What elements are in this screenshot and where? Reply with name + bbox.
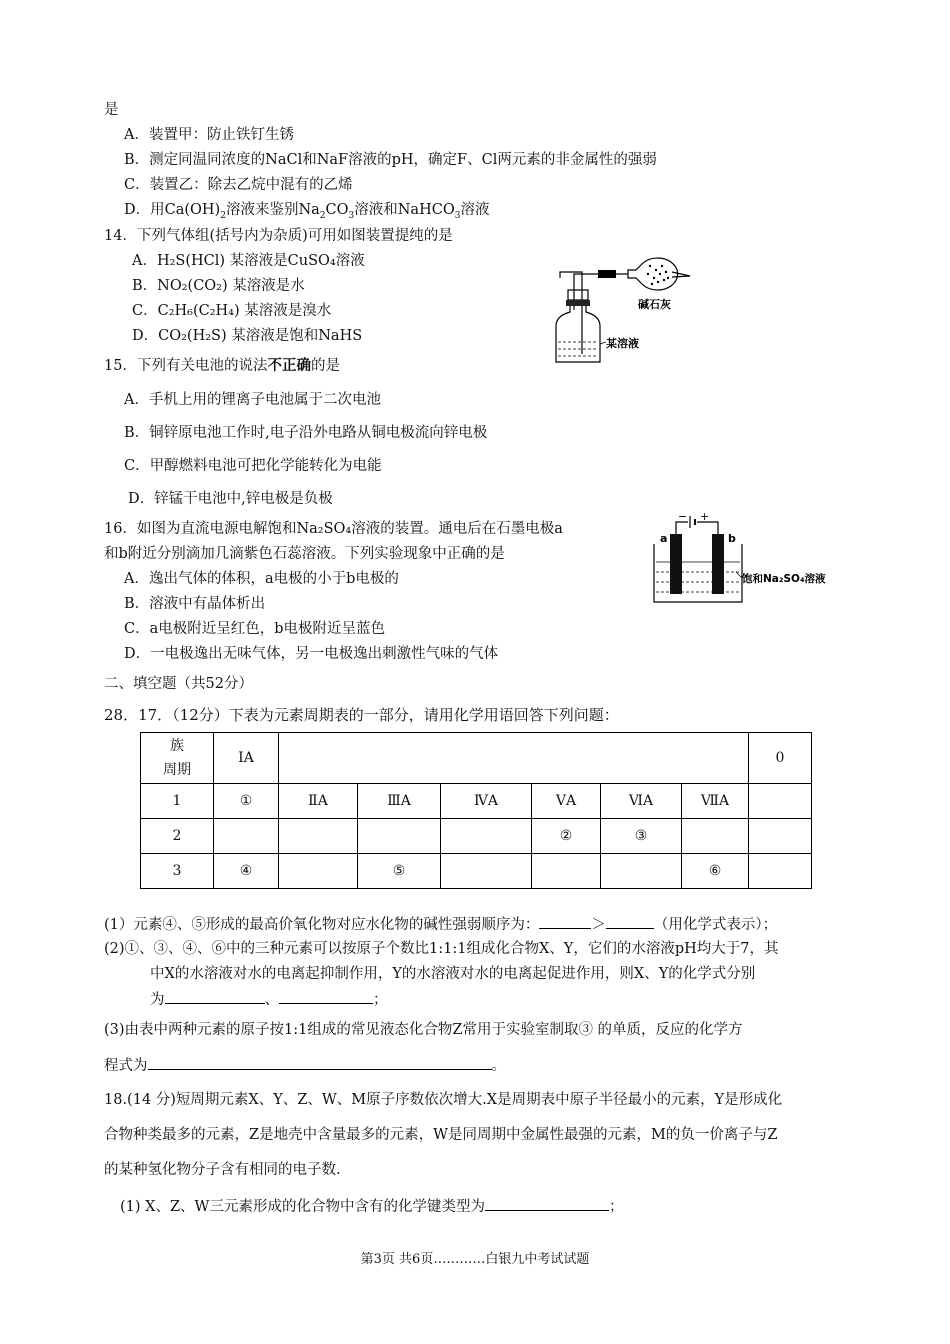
table-cell: ① — [214, 784, 279, 819]
q14-option-d: D．CO₂(H₂S) 某溶液是饱和NaHS — [132, 328, 363, 344]
table-cell: ③ — [601, 819, 682, 854]
answer-blank[interactable] — [539, 914, 591, 929]
q16-electrolysis-figure — [648, 512, 848, 606]
q17-part3-line1: (3)由表中两种元素的原子按1:1组成的常见液态化合物Z常用于实验室制取③ 的单质，反应的化学方 — [104, 1022, 743, 1038]
table-cell: ② — [532, 819, 601, 854]
answer-blank-y[interactable] — [279, 989, 373, 1004]
q16-fig-plus: + — [700, 512, 710, 523]
q16-stem-line1: 16．如图为直流电源电解饱和Na₂SO₄溶液的装置。通电后在石墨电极a — [104, 521, 563, 537]
table-cell: ④ — [214, 854, 279, 889]
q15-stem: 15．下列有关电池的说法不正确的是 — [104, 357, 340, 374]
q16-fig-electrode-a: a — [660, 532, 668, 545]
q14-option-b: B．NO₂(CO₂) 某溶液是水 — [132, 278, 305, 294]
group-label: ⅣA — [441, 784, 532, 819]
q17-part2-line3: 为 、 ； — [150, 989, 388, 1010]
answer-blank-x[interactable] — [165, 989, 265, 1004]
q14-apparatus-figure — [550, 250, 700, 368]
q16-fig-electrode-b: b — [728, 532, 736, 545]
q14-option-a: A．H₂S(HCl) 某溶液是CuSO₄溶液 — [132, 253, 365, 269]
section-2-heading: 二、填空题（共52分） — [104, 676, 253, 692]
table-cell: ⑤ — [358, 854, 441, 889]
q18-line3: 的某种氢化物分子含有相同的电子数. — [104, 1162, 341, 1178]
q15-option-b: B．铜锌原电池工作时,电子沿外电路从铜电极流向锌电极 — [124, 425, 488, 441]
q13-option-b: B．测定同温同浓度的NaCl和NaF溶液的pH，确定F、Cl两元素的非金属性的强弱 — [124, 152, 657, 168]
period-cell: 2 — [141, 819, 214, 854]
table-cell — [749, 819, 812, 854]
q16-option-c: C．a电极附近呈红色，b电极附近呈蓝色 — [124, 621, 386, 637]
table-cell — [441, 819, 532, 854]
table-cell — [601, 854, 682, 889]
q16-fig-minus: − — [678, 512, 688, 523]
q17-part3-line2: 程式为 。 — [104, 1055, 506, 1076]
table-cell — [682, 819, 749, 854]
q14-option-c: C．C₂H₆(C₂H₄) 某溶液是溴水 — [132, 303, 332, 319]
q18-part1: (1) X、Z、W三元素形成的化合物中含有的化学键类型为 ； — [120, 1196, 623, 1217]
table-cell — [532, 854, 601, 889]
header-group-0: 0 — [749, 733, 812, 784]
q14-stem: 14．下列气体组(括号内为杂质)可用如图装置提纯的是 — [104, 228, 453, 244]
q18-line2: 合物种类最多的元素，Z是地壳中含量最多的元素，W是同周期中金属性最强的元素，M的负一价离子与Z — [104, 1127, 778, 1143]
q13-option-c: C．装置乙：除去乙烷中混有的乙烯 — [124, 177, 353, 193]
group-label: ⅤA — [532, 784, 601, 819]
q17-part2-line1: (2)①、③、④、⑥中的三种元素可以按原子个数比1:1:1组成化合物X、Y，它们的水溶液pH均大于7，其 — [104, 941, 779, 957]
table-cell — [749, 784, 812, 819]
q13-stem-tail: 是 — [104, 102, 119, 118]
q16-option-a: A．逸出气体的体积，a电极的小于b电极的 — [124, 571, 399, 587]
table-cell — [749, 854, 812, 889]
q15-option-c: C．甲醇燃料电池可把化学能转化为电能 — [124, 458, 382, 474]
table-header-corner — [141, 733, 214, 784]
header-group-IA: ⅠA — [214, 733, 279, 784]
period-cell: 1 — [141, 784, 214, 819]
q16-fig-label: 饱和Na₂SO₄溶液 — [742, 573, 826, 585]
q15-option-a: A．手机上用的锂离子电池属于二次电池 — [124, 392, 381, 408]
q18-line1: 18.(14 分)短周期元素X、Y、Z、W、M原子序数依次增大.X是周期表中原子半径最小的元素，Y是形成化 — [104, 1092, 783, 1108]
table-cell — [279, 819, 358, 854]
q16-option-b: B．溶液中有晶体析出 — [124, 596, 266, 612]
table-cell — [441, 854, 532, 889]
page-footer: 第3页 共6页…………白银九中考试试题 — [360, 1252, 590, 1267]
header-group-label: 族 — [170, 738, 184, 754]
q14-fig-label-solution: 某溶液 — [606, 337, 639, 350]
answer-blank-equation[interactable] — [148, 1055, 492, 1070]
table-cell — [358, 819, 441, 854]
q13-option-a: A．装置甲：防止铁钉生锈 — [124, 127, 294, 143]
group-label: ⅥA — [601, 784, 682, 819]
q16-stem-line2: 和b附近分别滴加几滴紫色石蕊溶液。下列实验现象中正确的是 — [104, 546, 505, 562]
q15-option-d: D．锌锰干电池中,锌电极是负极 — [128, 491, 333, 507]
periodic-table — [140, 732, 812, 889]
q17-part1: (1）元素④、⑤形成的最高价氧化物对应水化物的碱性强弱顺序为： ＞ （用化学式表示）； — [104, 914, 777, 935]
table-cell: ⑥ — [682, 854, 749, 889]
table-cell — [279, 854, 358, 889]
q13-option-d: D．用$Ca(OH)_2$溶液来鉴别$Na_2CO_3$溶液和NaHCO$_3$溶液 — [124, 202, 490, 221]
group-label: ⅦA — [682, 784, 749, 819]
group-label: ⅡA — [279, 784, 358, 819]
group-label: ⅢA — [358, 784, 441, 819]
answer-blank[interactable] — [606, 914, 654, 929]
table-cell — [214, 819, 279, 854]
period-cell: 3 — [141, 854, 214, 889]
q16-option-d: D．一电极逸出无味气体，另一电极逸出刺激性气味的气体 — [124, 646, 499, 662]
q17-part2-line2: 中X的水溶液对水的电离起抑制作用，Y的水溶液对水的电离起促进作用，则X、Y的化学式分别 — [150, 966, 756, 982]
q17-stem: 28．17．（12分）下表为元素周期表的一部分，请用化学用语回答下列问题： — [104, 706, 619, 724]
header-period-label: 周期 — [163, 762, 191, 778]
answer-blank-bond-type[interactable] — [485, 1196, 609, 1211]
q14-fig-label-lime: 碱石灰 — [638, 298, 671, 311]
header-blank — [279, 733, 749, 784]
